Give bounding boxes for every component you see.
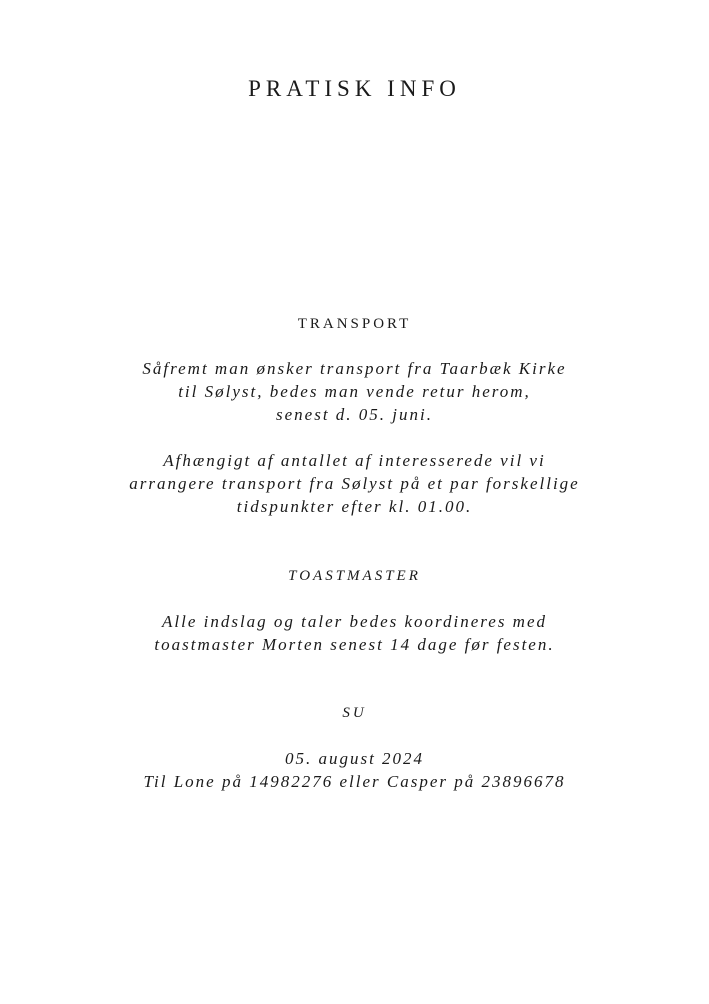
transport-paragraph-1 [0,357,709,426]
toastmaster-line-1: Alle indslag og taler bedes koordineres med [161,612,548,631]
page-title: PRATISK INFO [248,76,461,101]
transport-p1-line-1: Såfremt man ønsker transport fra Taarbæk Kirke [142,359,567,378]
transport-p2-line-1: Afhængigt af antallet af interesserede vil vi [163,451,546,470]
transport-p1-line-2: til Sølyst, bedes man vende retur herom, [178,382,531,401]
su-line-2: Til Lone på 14982276 eller Casper på 23896678 [143,772,566,791]
transport-p2-line-3: tidspunkter efter kl. 01.00. [236,497,473,516]
toastmaster-heading: TOASTMASTER [288,568,421,584]
su-line-1: 05. august 2024 [284,749,425,768]
transport-heading: TRANSPORT [297,316,412,332]
su-heading: SU [342,705,367,721]
su-paragraph [0,747,709,793]
transport-paragraph-2 [0,449,709,518]
transport-p1-line-3: senest d. 05. juni. [276,405,433,424]
toastmaster-line-2: toastmaster Morten senest 14 dage før festen. [154,635,555,654]
toastmaster-paragraph [0,610,709,656]
transport-p2-line-2: arrangere transport fra Sølyst på et par forskellige [129,474,580,493]
